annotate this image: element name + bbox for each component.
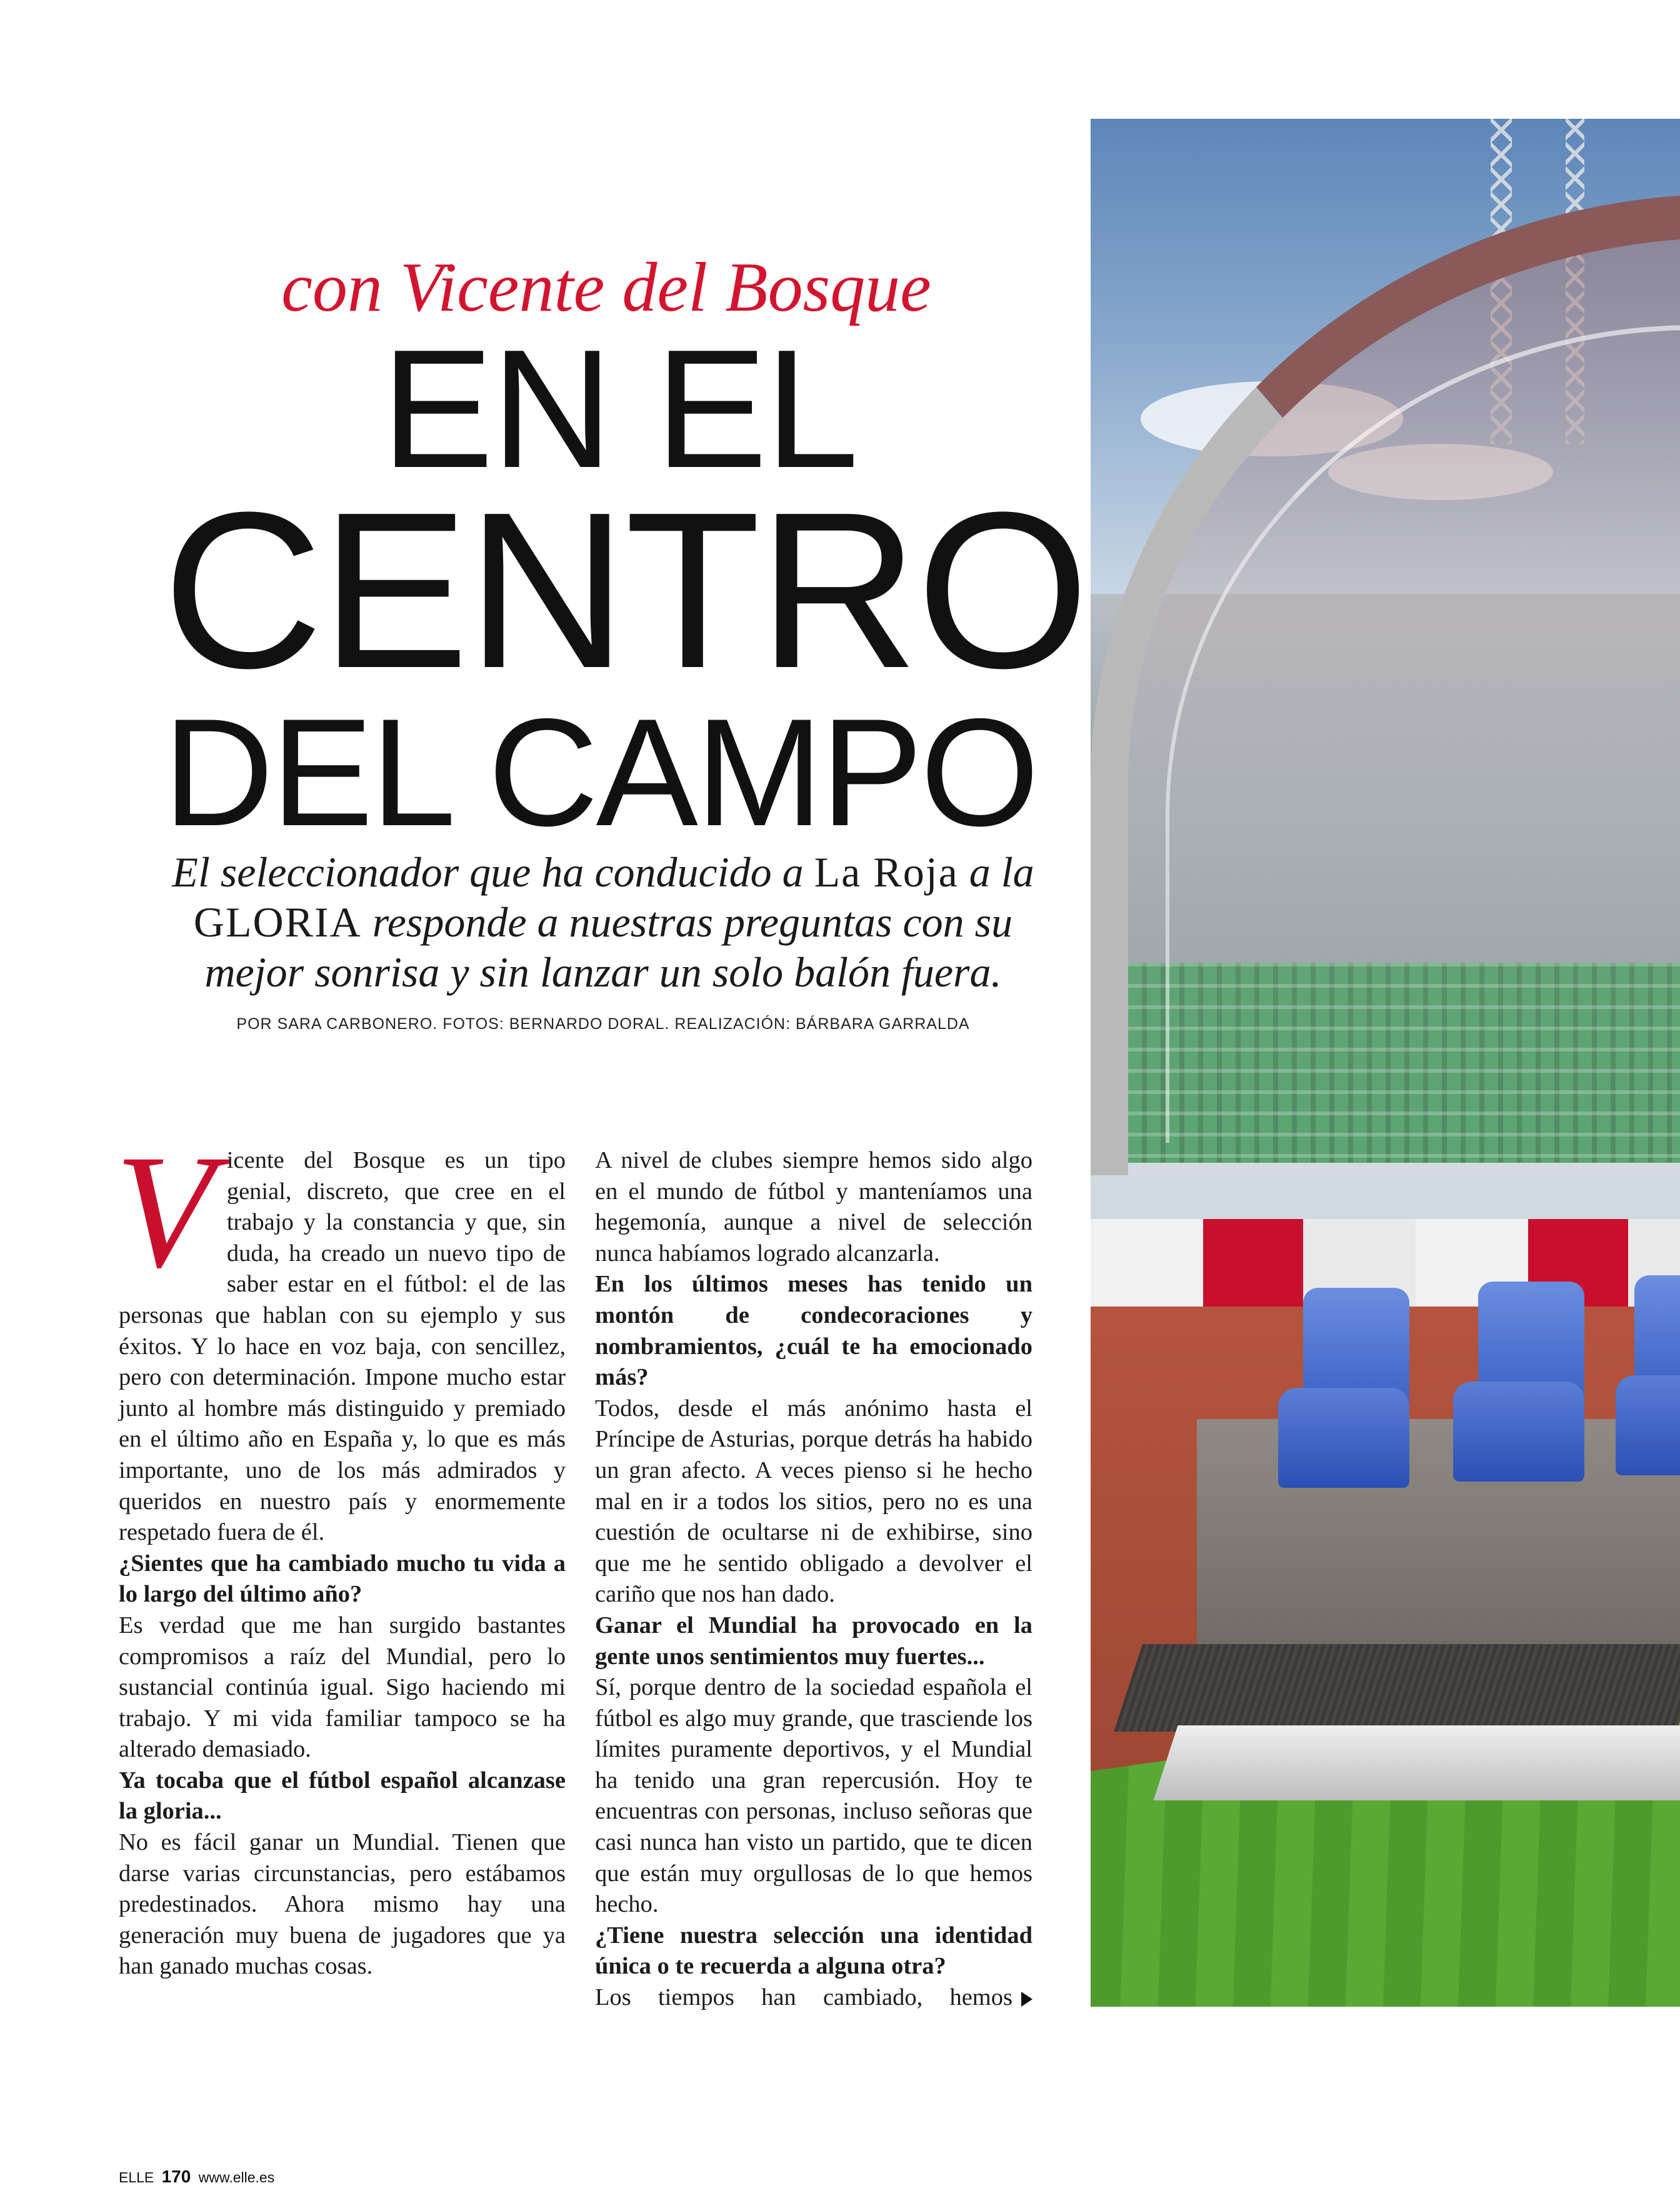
footer-url: www.elle.es	[198, 2169, 275, 2185]
question-3: En los últimos meses has tenido un montón de condecoraciones y nombramientos, ¿cuál te ha emocionado más?	[595, 1271, 1032, 1391]
kicker: con Vicente del Bosque	[281, 249, 931, 326]
article-column-1	[115, 1122, 566, 1982]
footer-brand: ELLE	[119, 2169, 154, 2185]
answer-2: No es fácil ganar un Mundial. Tienen que darse varias circunstancias, pero estábamos predestinados. Ahora mismo hay una generación muy buena de jugadores que ya han ganado muchas cosas.	[119, 1829, 566, 1980]
answer-5	[595, 1982, 1032, 2014]
intro-text: icente del Bosque es un tipo genial, discreto, que cree en el trabajo y la constancia y que, sin duda, ha creado un nuevo tipo de saber estar en el fútbol: el de las personas que hablan con su ejemplo y sus éxitos. Y lo hace en voz baja, con sencillez, pero con determinación. Impone mucho estar junto al hombre más distinguido y premiado en el último año en España y, lo que es más importante, uno de los más admirados y queridos en nuestro país y enormemente respetado fuera de él.	[119, 1147, 566, 1546]
article-column-2	[595, 1145, 1032, 2014]
drop-cap: V	[115, 1122, 214, 1302]
standfirst-part-1: El seleccionador que ha conducido a	[172, 848, 814, 896]
question-2: Ya tocaba que el fútbol español alcanzase la gloria...	[119, 1767, 566, 1825]
title-line-3: DEL CAMPO	[163, 686, 1037, 858]
standfirst-part-2: a la	[958, 848, 1034, 896]
answer-5-text: Los tiempos han cambiado, hemos	[595, 1984, 1012, 2011]
standfirst-team: La Roja	[814, 848, 959, 896]
answer-3: Todos, desde el más anónimo hasta el Príncipe de Asturias, porque detrás ha habido un gran afecto. A veces pienso si he hecho mal en ir a todos los sitios, pero no es una cuestión de ocultarse ni de exhibirse, sino que me he sentido obligado a devolver el cariño que nos han dado.	[595, 1395, 1032, 1608]
page-footer	[119, 2167, 274, 2187]
standfirst-part-3: responde a nuestras preguntas con su mejor sonrisa y sin lanzar un solo balón fuera.	[204, 898, 1013, 996]
title-line-1: EN EL	[381, 315, 857, 503]
answer-1: Es verdad que me han surgido bastantes compromisos a raíz del Mundial, pero lo sustancial continúa igual. Sigo haciendo mi trabajo. Y mi vida familiar tampoco se ha alterado demasiado.	[119, 1612, 566, 1763]
question-5: ¿Tiene nuestra selección una identidad única o te recuerda a alguna otra?	[595, 1922, 1032, 1980]
continue-arrow-icon	[1021, 1992, 1032, 2007]
question-4: Ganar el Mundial ha provocado en la gente unos sentimientos muy fuertes...	[595, 1612, 1032, 1670]
standfirst	[144, 847, 1062, 997]
intro-paragraph	[115, 1122, 566, 1548]
question-1: ¿Sientes que ha cambiado mucho tu vida a lo largo del último año?	[119, 1550, 566, 1608]
page-number: 170	[161, 2167, 191, 2186]
title-line-2: CENTRO	[162, 466, 1088, 715]
answer-4: Sí, porque dentro de la sociedad española el fútbol es algo muy grande, que trasciende los límites puramente deportivos, y el Mundial ha tenido una gran repercusión. Hoy te encuentras con personas, incluso señoras que casi nunca han visto un partido, que te dicen que están muy orgullosas de lo que hemos hecho.	[595, 1674, 1032, 1918]
standfirst-glory: GLORIA	[193, 898, 362, 946]
dugout-photo	[1091, 119, 1680, 2007]
credits-line: POR SARA CARBONERO. FOTOS: BERNARDO DORAL. REALIZACIÓN: BÁRBARA GARRALDA	[236, 1015, 970, 1033]
answer-2-continued: A nivel de clubes siempre hemos sido algo en el mundo de fútbol y manteníamos una hegemonía, aunque a nivel de selección nunca habíamos logrado alcanzarla.	[595, 1147, 1032, 1267]
